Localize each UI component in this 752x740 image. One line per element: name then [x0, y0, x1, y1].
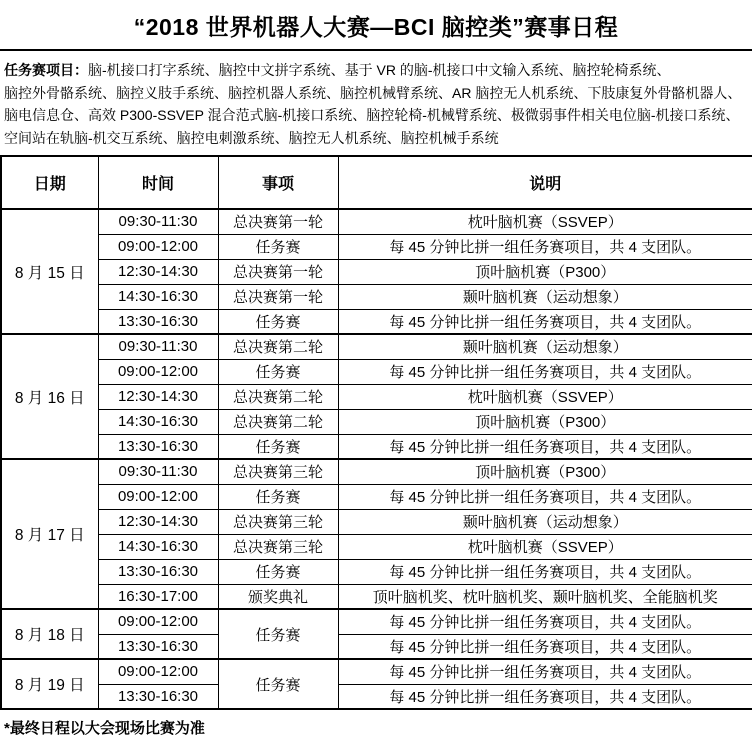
table-row — [1, 634, 752, 659]
item-cell: 任务赛 — [218, 659, 338, 709]
item-cell: 总决赛第三轮 — [218, 459, 338, 484]
task-projects-line-1 — [4, 59, 748, 82]
table-row — [1, 284, 752, 309]
item-cell: 任务赛 — [218, 484, 338, 509]
desc-cell: 枕叶脑机赛（SSVEP） — [338, 209, 752, 234]
desc-cell: 颞叶脑机赛（运动想象） — [338, 334, 752, 359]
task-projects-line-2: 脑控外骨骼系统、脑控义肢手系统、脑控机器人系统、脑控机械臂系统、AR 脑控无人机系统、下肢康复外骨骼机器人、 — [4, 84, 742, 101]
header-row — [1, 156, 752, 209]
time-cell: 09:30-11:30 — [98, 459, 218, 484]
item-cell: 总决赛第一轮 — [218, 284, 338, 309]
desc-cell: 每 45 分钟比拼一组任务赛项目，共 4 支团队。 — [338, 684, 752, 709]
time-cell: 13:30-16:30 — [98, 634, 218, 659]
desc-cell: 顶叶脑机赛（P300） — [338, 409, 752, 434]
table-row — [1, 409, 752, 434]
table-row — [1, 259, 752, 284]
date-cell: 8 月 16 日 — [1, 334, 98, 459]
task-projects — [0, 51, 752, 155]
desc-cell: 每 45 分钟比拼一组任务赛项目，共 4 支团队。 — [338, 634, 752, 659]
header-cell-item: 事项 — [218, 156, 338, 209]
date-cell: 8 月 18 日 — [1, 609, 98, 659]
desc-cell: 每 45 分钟比拼一组任务赛项目，共 4 支团队。 — [338, 559, 752, 584]
task-projects-line-3: 脑电信息仓、高效 P300-SSVEP 混合范式脑-机接口系统、脑控轮椅-机械臂系统、极微弱事件相关电位脑-机接口系统、 — [4, 107, 740, 123]
time-cell: 14:30-16:30 — [98, 284, 218, 309]
header-cell-date: 日期 — [1, 156, 98, 209]
table-row — [1, 309, 752, 334]
time-cell: 12:30-14:30 — [98, 384, 218, 409]
desc-cell: 每 45 分钟比拼一组任务赛项目，共 4 支团队。 — [338, 659, 752, 684]
time-cell: 09:30-11:30 — [98, 209, 218, 234]
table-row — [1, 509, 752, 534]
task-projects-text-1: 脑-机接口打字系统、脑控中文拼字系统、基于 VR 的脑-机接口中文输入系统、脑控轮椅系统、 — [88, 62, 671, 78]
time-cell: 09:30-11:30 — [98, 334, 218, 359]
item-cell: 总决赛第二轮 — [218, 384, 338, 409]
item-cell: 任务赛 — [218, 359, 338, 384]
desc-cell: 顶叶脑机赛（P300） — [338, 459, 752, 484]
table-row — [1, 659, 752, 684]
table-row — [1, 484, 752, 509]
desc-cell: 颞叶脑机赛（运动想象） — [338, 509, 752, 534]
desc-cell: 每 45 分钟比拼一组任务赛项目，共 4 支团队。 — [338, 309, 752, 334]
time-cell: 13:30-16:30 — [98, 684, 218, 709]
time-cell: 13:30-16:30 — [98, 434, 218, 459]
time-cell: 09:00-12:00 — [98, 359, 218, 384]
table-row — [1, 534, 752, 559]
desc-cell: 顶叶脑机奖、枕叶脑机奖、颞叶脑机奖、全能脑机奖 — [338, 584, 752, 609]
header-cell-time: 时间 — [98, 156, 218, 209]
table-row — [1, 434, 752, 459]
table-row — [1, 234, 752, 259]
desc-cell: 每 45 分钟比拼一组任务赛项目，共 4 支团队。 — [338, 484, 752, 509]
item-cell: 任务赛 — [218, 434, 338, 459]
table-row — [1, 459, 752, 484]
time-cell: 14:30-16:30 — [98, 409, 218, 434]
item-cell: 总决赛第一轮 — [218, 209, 338, 234]
time-cell: 12:30-14:30 — [98, 509, 218, 534]
date-cell: 8 月 19 日 — [1, 659, 98, 709]
desc-cell: 颞叶脑机赛（运动想象） — [338, 284, 752, 309]
table-row — [1, 684, 752, 709]
item-cell: 总决赛第二轮 — [218, 334, 338, 359]
task-projects-label: 任务赛项目： — [4, 62, 88, 78]
table-row — [1, 559, 752, 584]
item-cell: 总决赛第一轮 — [218, 259, 338, 284]
table-row — [1, 334, 752, 359]
header-cell-desc: 说明 — [338, 156, 752, 209]
item-cell: 任务赛 — [218, 609, 338, 659]
item-cell: 任务赛 — [218, 234, 338, 259]
task-projects-line-4: 空间站在轨脑-机交互系统、脑控电刺激系统、脑控无人机系统、脑控机械手系统 — [4, 129, 499, 146]
time-cell: 13:30-16:30 — [98, 559, 218, 584]
date-cell: 8 月 15 日 — [1, 209, 98, 334]
item-cell: 任务赛 — [218, 309, 338, 334]
schedule-table — [0, 155, 752, 710]
item-cell: 总决赛第三轮 — [218, 509, 338, 534]
date-cell: 8 月 17 日 — [1, 459, 98, 609]
item-cell: 总决赛第二轮 — [218, 409, 338, 434]
desc-cell: 枕叶脑机赛（SSVEP） — [338, 534, 752, 559]
time-cell: 14:30-16:30 — [98, 534, 218, 559]
desc-cell: 每 45 分钟比拼一组任务赛项目，共 4 支团队。 — [338, 609, 752, 634]
desc-cell: 每 45 分钟比拼一组任务赛项目，共 4 支团队。 — [338, 434, 752, 459]
time-cell: 16:30-17:00 — [98, 584, 218, 609]
desc-cell: 每 45 分钟比拼一组任务赛项目，共 4 支团队。 — [338, 359, 752, 384]
time-cell: 13:30-16:30 — [98, 309, 218, 334]
desc-cell: 枕叶脑机赛（SSVEP） — [338, 384, 752, 409]
time-cell: 09:00-12:00 — [98, 234, 218, 259]
page-title: “2018 世界机器人大赛—BCI 脑控类”赛事日程 — [0, 0, 752, 51]
desc-cell: 顶叶脑机赛（P300） — [338, 259, 752, 284]
time-cell: 09:00-12:00 — [98, 659, 218, 684]
table-row — [1, 209, 752, 234]
table-row — [1, 359, 752, 384]
time-cell: 09:00-12:00 — [98, 484, 218, 509]
table-row — [1, 584, 752, 609]
table-row — [1, 609, 752, 634]
desc-cell: 每 45 分钟比拼一组任务赛项目，共 4 支团队。 — [338, 234, 752, 259]
item-cell: 颁奖典礼 — [218, 584, 338, 609]
time-cell: 09:00-12:00 — [98, 609, 218, 634]
time-cell: 12:30-14:30 — [98, 259, 218, 284]
table-row — [1, 384, 752, 409]
item-cell: 总决赛第三轮 — [218, 534, 338, 559]
item-cell: 任务赛 — [218, 559, 338, 584]
footnote: *最终日程以大会现场比赛为准 — [4, 720, 205, 737]
